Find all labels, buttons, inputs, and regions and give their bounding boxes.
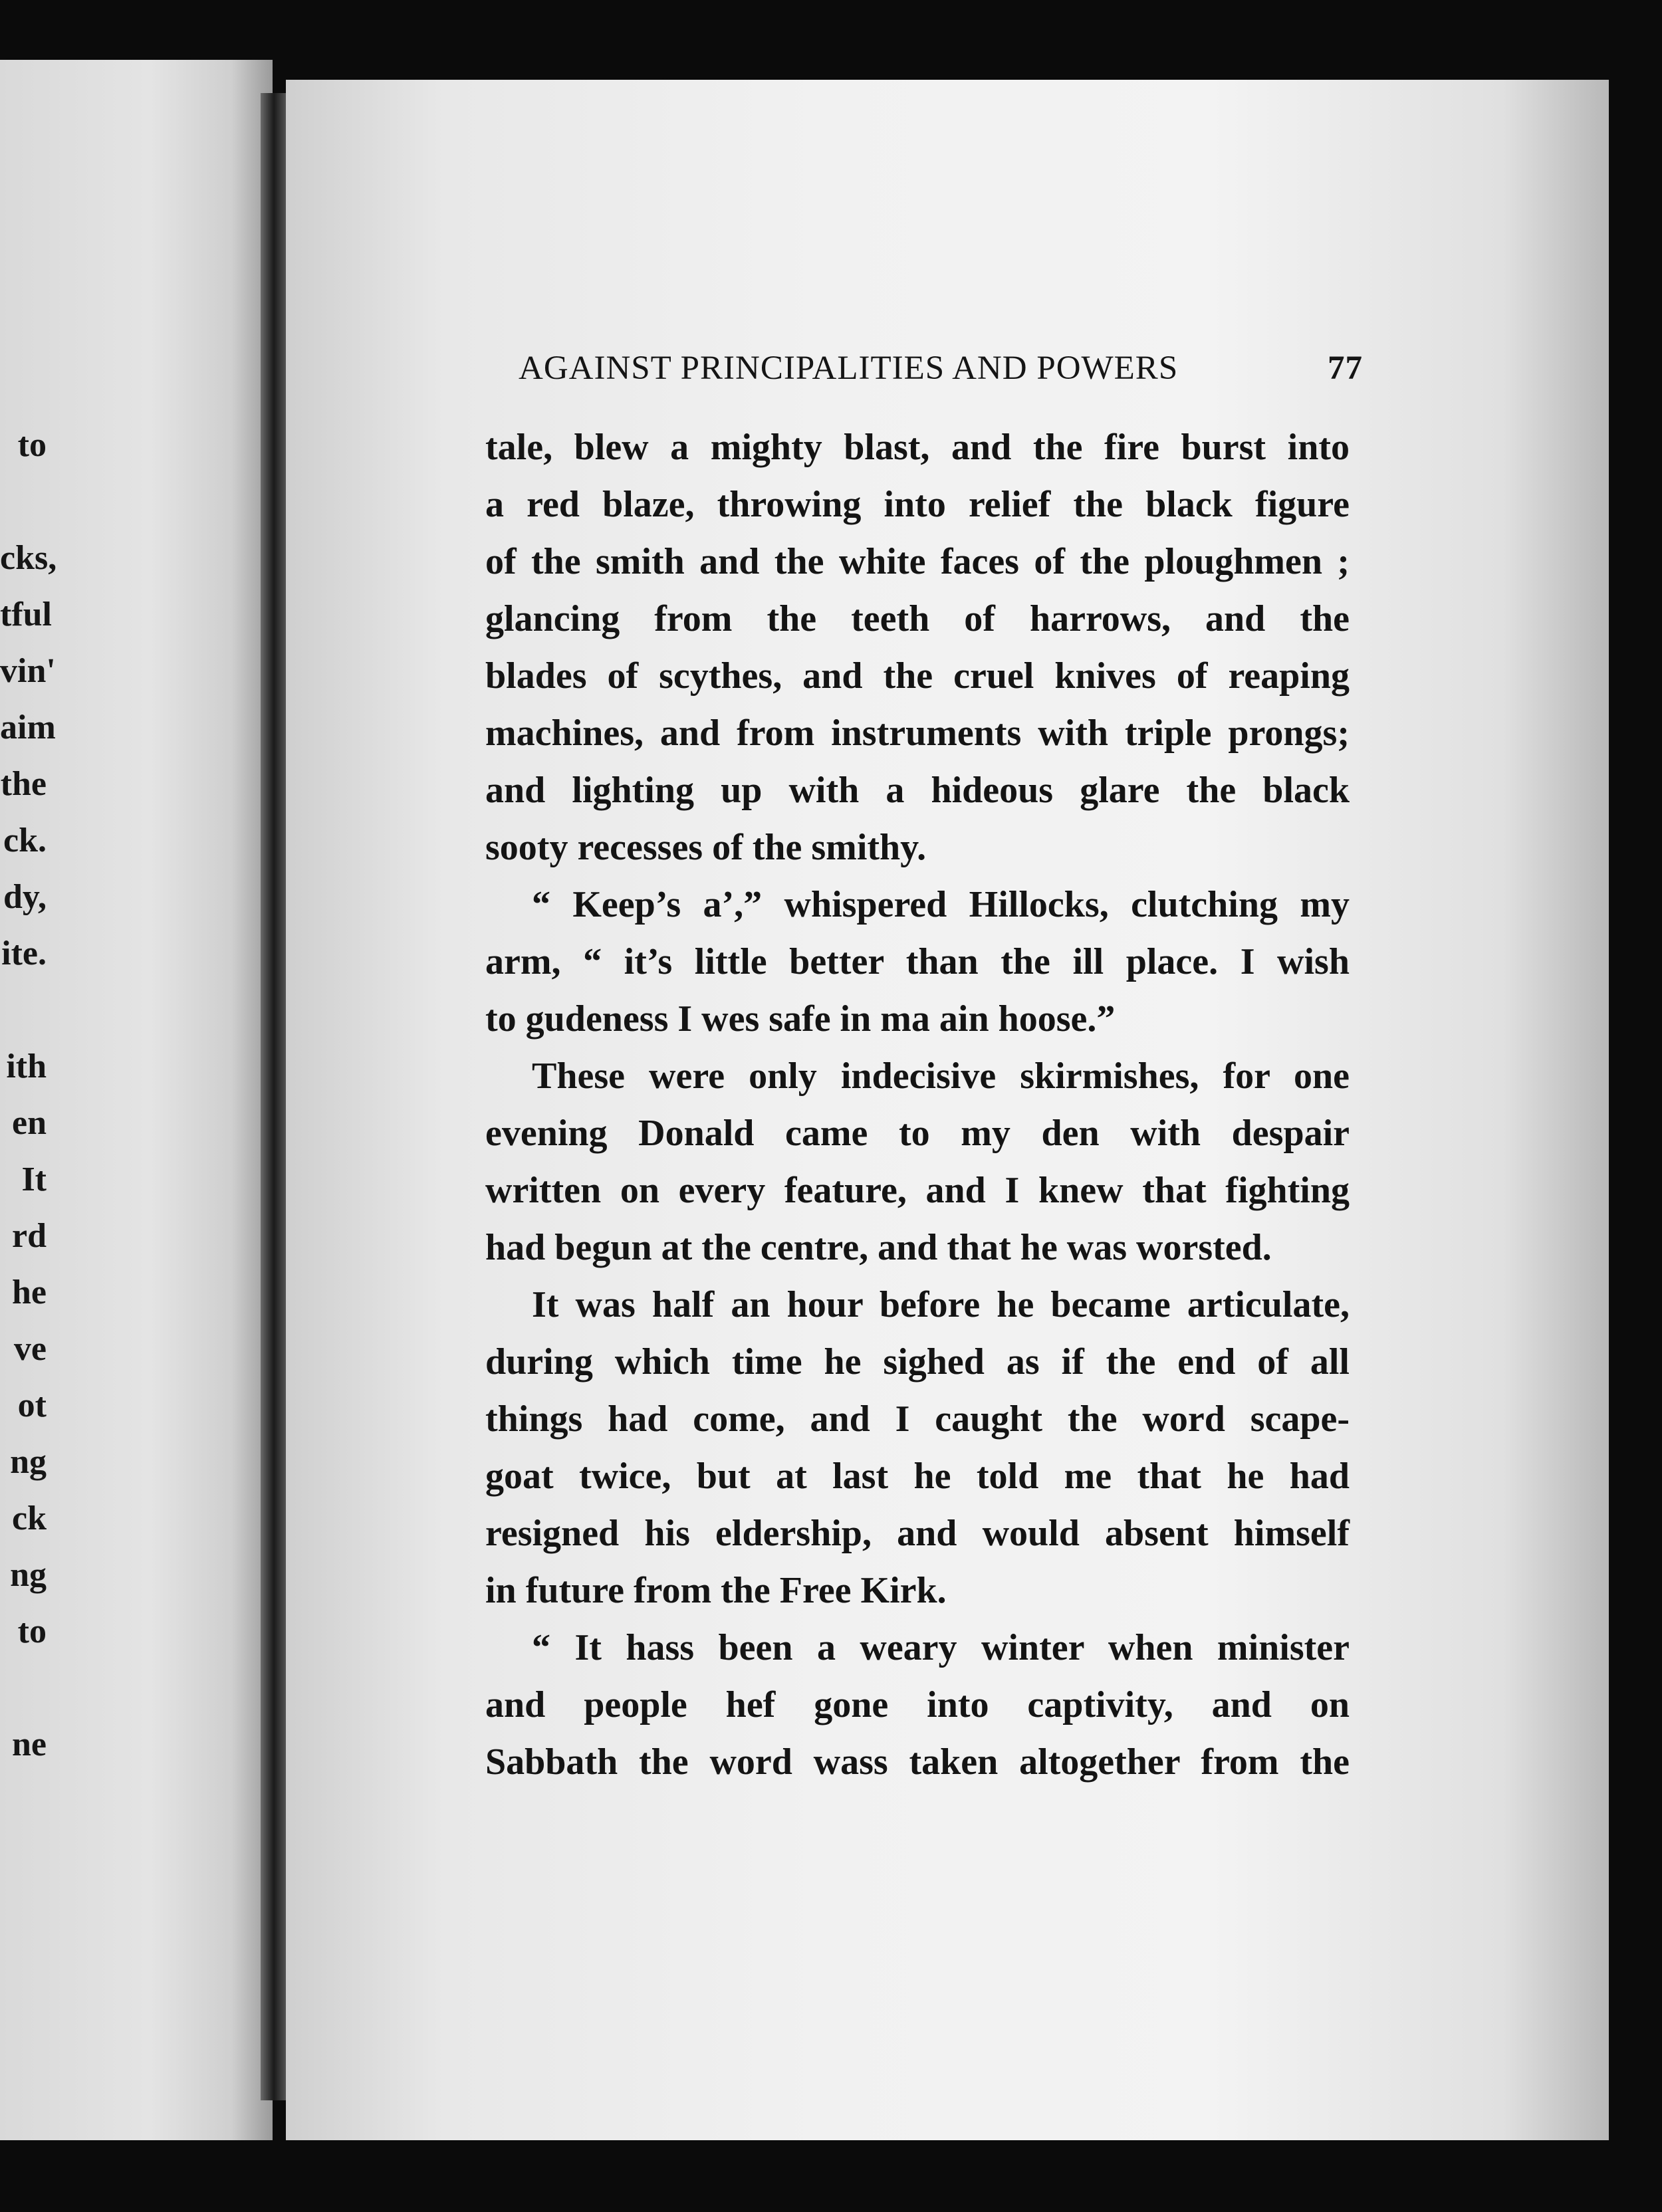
text-line: evening Donald came to my den with despair bbox=[485, 1113, 1350, 1154]
text-line: blades of scythes, and the cruel knives of reaping bbox=[485, 655, 1350, 697]
text-line: had begun at the centre, and that he was worsted. bbox=[485, 1227, 1272, 1268]
text-line: “ It hass been a weary winter when minister bbox=[532, 1627, 1350, 1668]
left-facing-page bbox=[0, 60, 273, 2140]
text-line: of the smith and the white faces of the ploughmen ; bbox=[485, 541, 1350, 582]
left-page-fragment: It bbox=[21, 1161, 47, 1198]
left-page-fragment: ot bbox=[17, 1386, 47, 1424]
left-page-fragment: vin' bbox=[0, 652, 56, 690]
left-page-fragment: ne bbox=[12, 1725, 47, 1763]
text-line: “ Keep’s a’,” whispered Hillocks, clutching my bbox=[532, 884, 1350, 925]
text-line: arm, “ it’s little better than the ill place. I wish bbox=[485, 941, 1350, 982]
text-line: glancing from the teeth of harrows, and the bbox=[485, 598, 1350, 639]
text-line: Sabbath the word wass taken altogether from the bbox=[485, 1741, 1350, 1783]
text-line: a red blaze, throwing into relief the black figure bbox=[485, 484, 1350, 525]
text-line: tale, blew a mighty blast, and the fire burst into bbox=[485, 427, 1350, 468]
text-line: sooty recesses of the smithy. bbox=[485, 827, 927, 868]
text-line: It was half an hour before he became articulate, bbox=[532, 1284, 1350, 1325]
left-page-fragment: en bbox=[12, 1104, 47, 1142]
left-page-fragment: ite. bbox=[1, 935, 47, 972]
left-page-fragment: the bbox=[0, 765, 47, 803]
left-page-fragment: cks, bbox=[0, 539, 57, 577]
text-line: during which time he sighed as if the end of all bbox=[485, 1341, 1350, 1382]
left-page-fragment: he bbox=[12, 1273, 47, 1311]
left-page-fragment: rd bbox=[12, 1217, 47, 1255]
left-page-fragment: ve bbox=[13, 1330, 47, 1368]
left-page-fragment: aim bbox=[0, 709, 56, 746]
text-line: resigned his eldership, and would absent himself bbox=[485, 1513, 1350, 1554]
left-page-fragment: dy, bbox=[3, 878, 47, 916]
left-page-fragment: tful bbox=[0, 596, 52, 633]
page-number: 77 bbox=[1328, 350, 1363, 387]
text-line: These were only indecisive skirmishes, for one bbox=[532, 1055, 1350, 1097]
running-head-title: AGAINST PRINCIPALITIES AND POWERS bbox=[519, 350, 1179, 387]
text-line: goat twice, but at last he told me that he had bbox=[485, 1456, 1350, 1497]
left-page-fragment: ng bbox=[10, 1556, 47, 1594]
left-page-fragment: to bbox=[17, 1612, 47, 1650]
text-line: to gudeness I wes safe in ma ain hoose.” bbox=[485, 998, 1116, 1040]
text-line: and people hef gone into captivity, and on bbox=[485, 1684, 1350, 1725]
body-text bbox=[485, 419, 1350, 1791]
left-page-fragment: ith bbox=[6, 1048, 47, 1085]
running-head bbox=[519, 349, 1363, 387]
left-page-fragment: to bbox=[17, 426, 47, 464]
left-page-fragment: ng bbox=[10, 1443, 47, 1481]
text-line: machines, and from instruments with triple prongs; bbox=[485, 713, 1350, 754]
left-page-fragment: ck bbox=[12, 1499, 47, 1537]
book-gutter bbox=[261, 93, 287, 2100]
text-line: and lighting up with a hideous glare the black bbox=[485, 770, 1350, 811]
text-line: written on every feature, and I knew that fighting bbox=[485, 1170, 1350, 1211]
left-page-fragment: ck. bbox=[3, 822, 47, 859]
text-line: in future from the Free Kirk. bbox=[485, 1570, 947, 1611]
text-line: things had come, and I caught the word scape- bbox=[485, 1398, 1350, 1440]
